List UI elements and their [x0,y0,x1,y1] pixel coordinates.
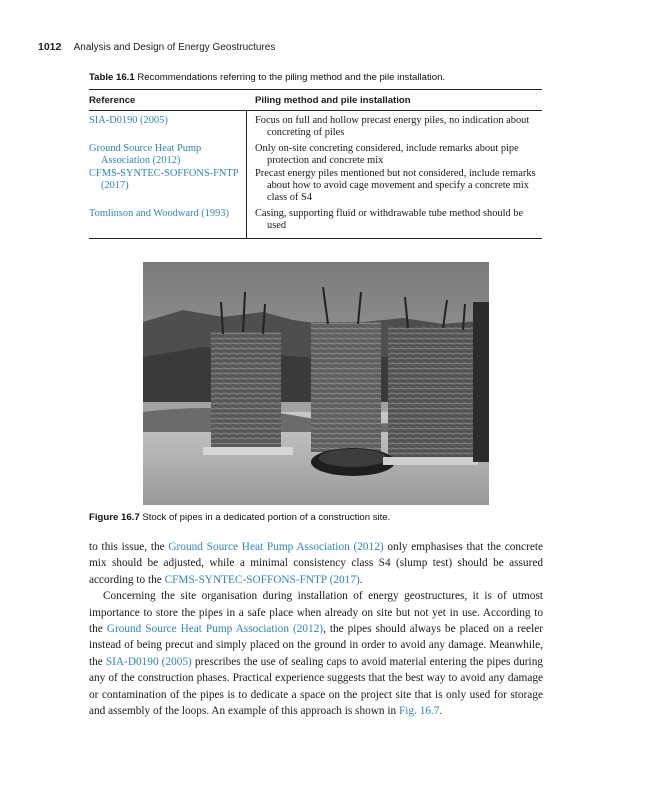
figure-caption-text: Stock of pipes in a dedicated portion of a construction site. [142,512,391,523]
recommendations-table [89,89,542,239]
table-caption-text: Recommendations referring to the piling method and the pile installation. [137,72,446,83]
text-run: , the pipes should always be placed on a reeler instead of being precut and simply placed on the ground in order to avoid any damage. Meanwhile, the [89,623,543,668]
reference-link[interactable]: CFMS-SYNTEC-SOFFONS-FNTP (2017) [89,168,239,192]
paragraph [89,539,543,588]
page-number: 1012 [38,41,62,53]
citation-link[interactable]: Ground Source Heat Pump Association (2012) [106,623,324,636]
method-cell: Precast energy piles mentioned but not considered, include remarks about how to avoid cage movement and specify a concrete mix class of S4 [255,168,536,204]
pipe-stock-photo [143,262,489,505]
figure-link[interactable]: Fig. 16.7 [399,705,440,718]
citation-link[interactable]: CFMS-SYNTEC-SOFFONS-FNTP (2017) [164,573,360,586]
text-run: . [359,573,363,586]
table-caption [89,72,445,83]
table-label: Table 16.1 [89,72,135,83]
method-cell: Casing, supporting fluid or withdrawable tube method should be used [255,208,524,232]
method-column [247,111,542,238]
table-body [89,111,542,238]
text-run: Concerning the site organisation during installation of energy geostructures, it is of utmost importance to store the pipes in a safe place when already on site but not yet in use. According to the [89,590,543,636]
method-cell: Focus on full and hollow precast energy piles, no indication about concreting of piles [255,115,530,139]
paragraph [89,588,543,719]
table-header-row [89,90,542,111]
column-header-reference: Reference [89,94,136,106]
running-header [38,41,275,53]
text-run: only emphasises that the concrete mix should be adjusted, while a minimal consistency class S4 (slump test) should be assured according to the [89,541,543,586]
reference-link[interactable]: Tomlinson and Woodward (1993) [89,208,229,219]
figure-label: Figure 16.7 [89,512,140,523]
reference-link[interactable]: SIA-D0190 (2005) [89,115,168,126]
method-cell: Only on-site concreting considered, include remarks about pipe protection and concrete mix [255,143,519,167]
text-run: to this issue, the [89,541,169,553]
column-header-method: Piling method and pile installation [255,94,411,106]
citation-link[interactable]: SIA-D0190 (2005) [105,655,192,668]
citation-link[interactable]: Ground Source Heat Pump Association (2012) [168,541,384,553]
figure-caption [89,512,390,523]
body-text [89,539,543,719]
running-title: Analysis and Design of Energy Geostructures [73,42,276,53]
reference-column [89,111,247,238]
text-run: . [439,705,443,718]
text-run: prescribes the use of sealing caps to avoid material entering the pipes during any of the construction phases. Practical experience suggests that the best way to avoid any damage or contamination of the pipes is to dedicate a space on the project site that is only used for storage and assembly of the loops. An example of this approach is shown in [89,655,543,718]
reference-link[interactable]: Ground Source Heat Pump Association (2012) [89,143,202,167]
